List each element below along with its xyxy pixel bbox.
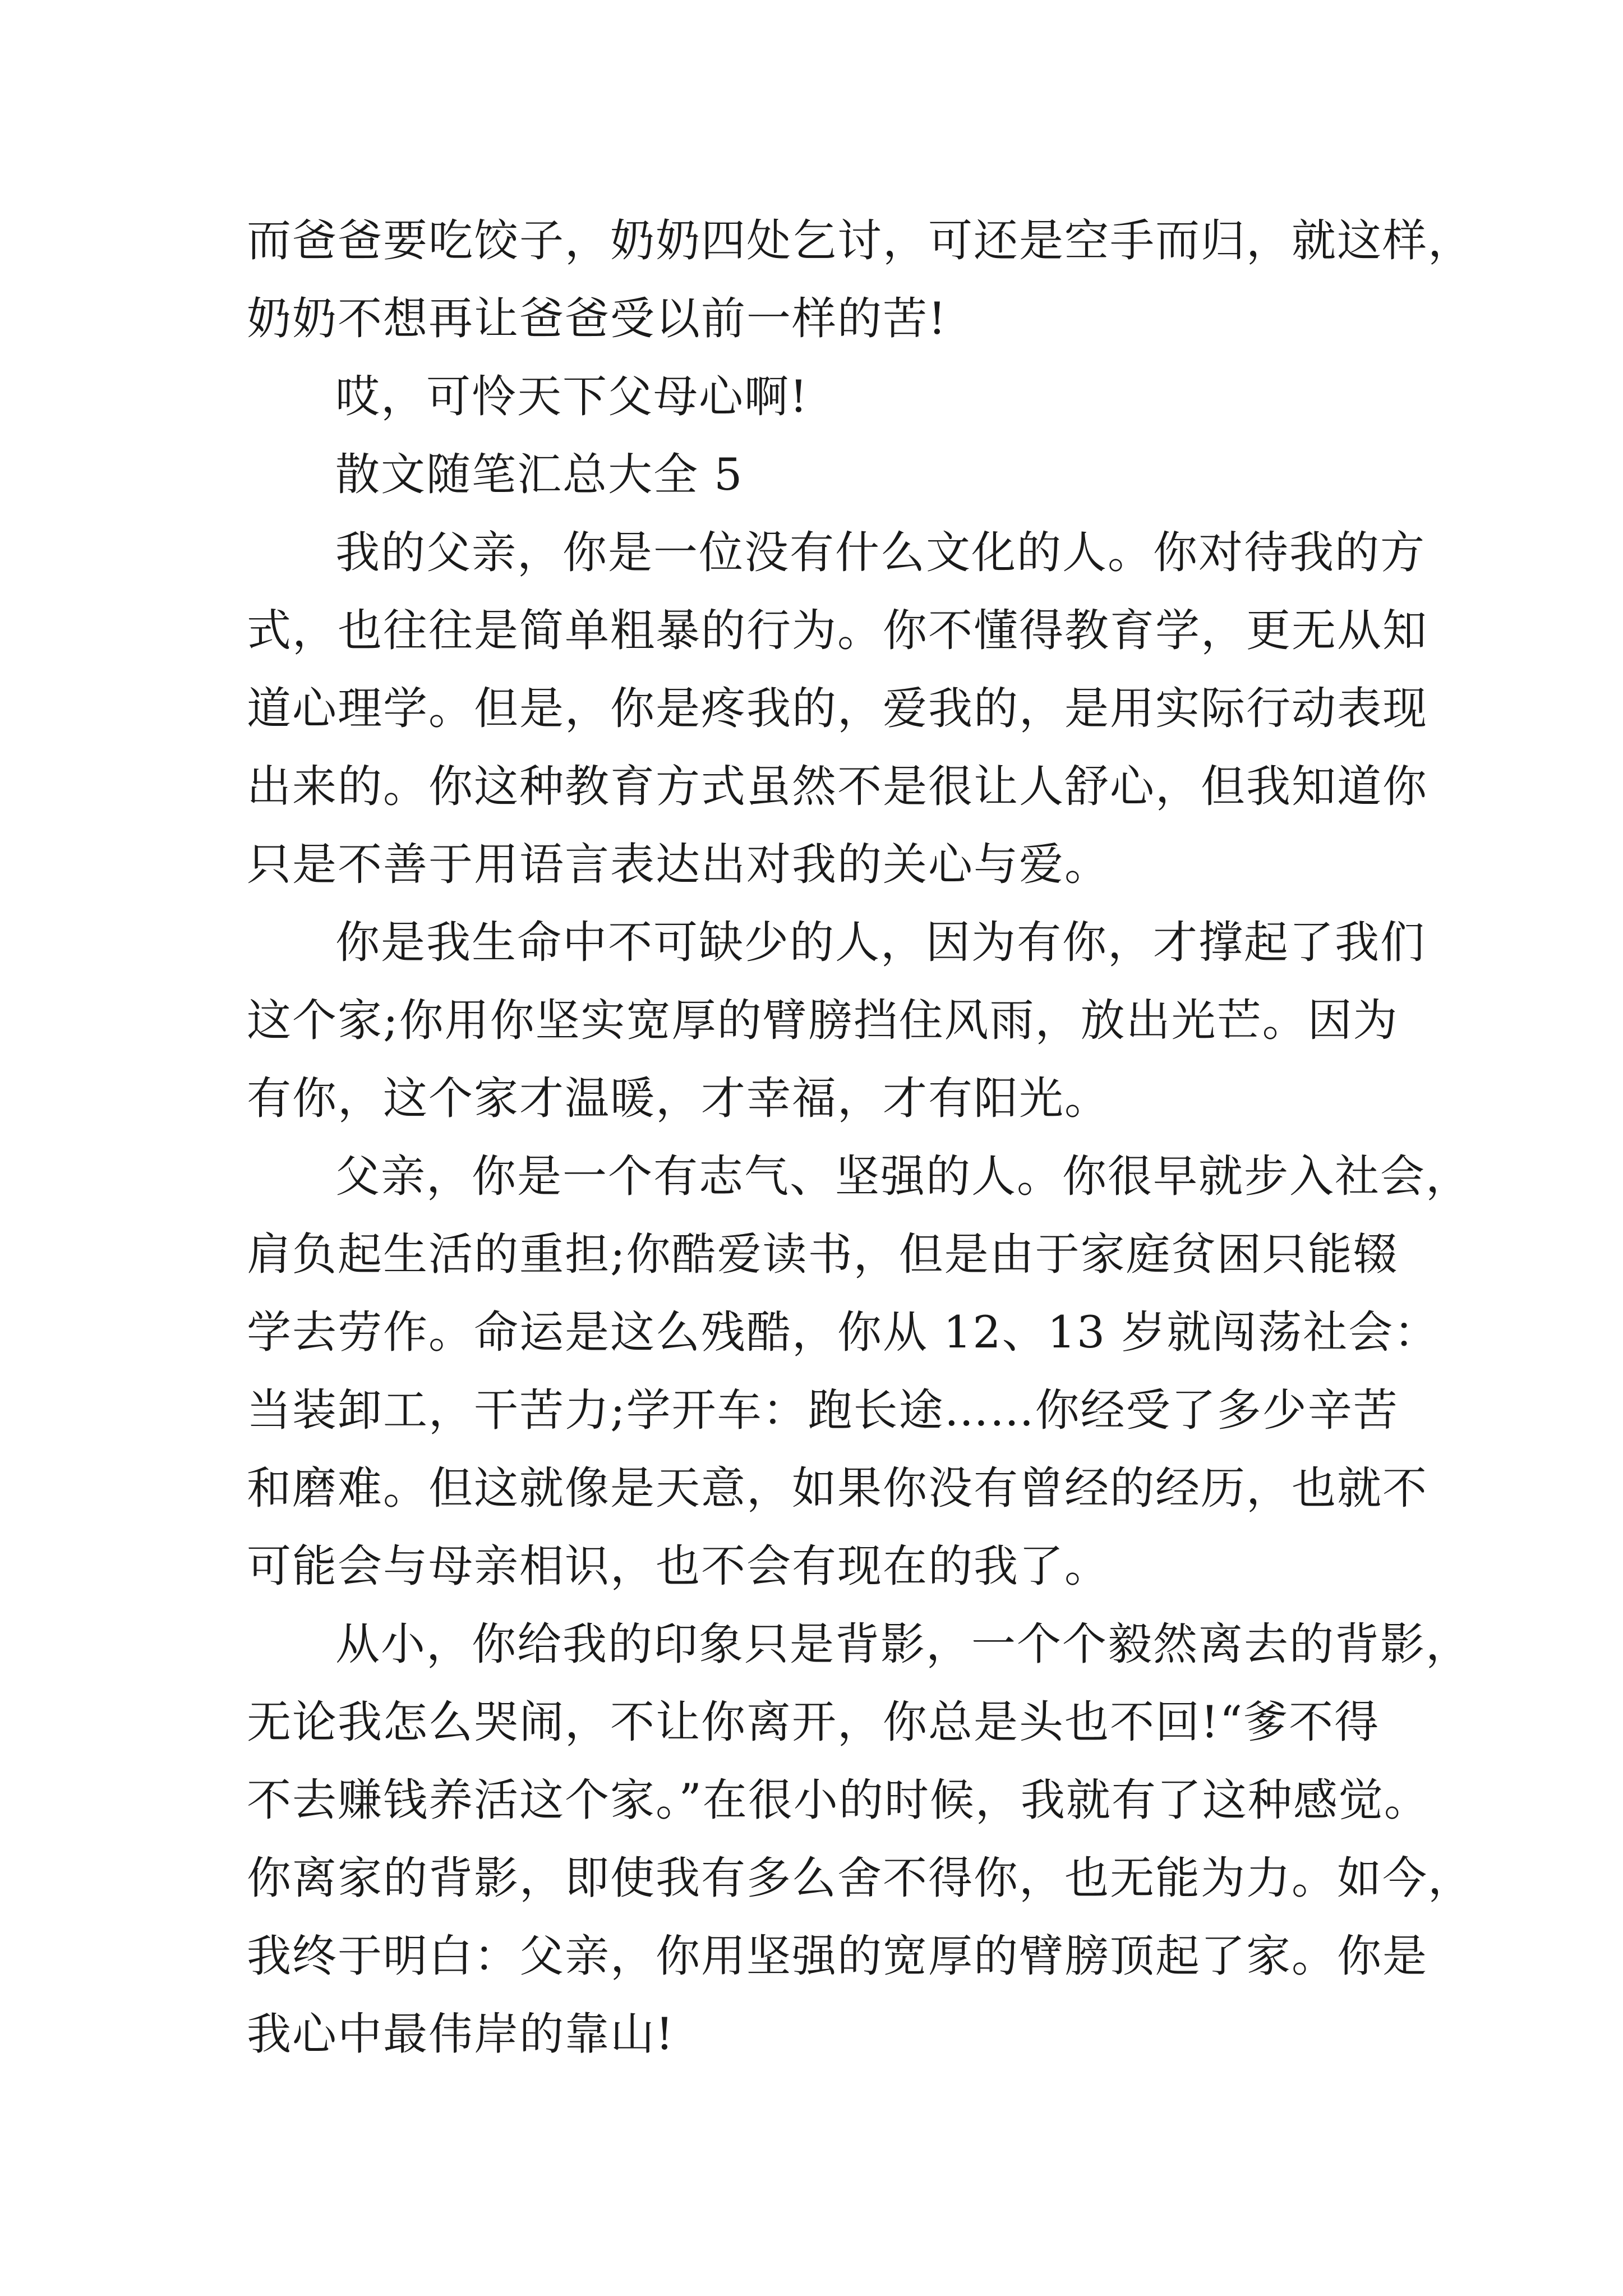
text-line: 可能会与母亲相识，也不会有现在的我了。 xyxy=(247,1540,1110,1592)
text-line: 无论我怎么哭闹，不让你离开，你总是头也不回!“爹不得 xyxy=(247,1696,1380,1748)
text-line: 而爸爸要吃饺子，奶奶四处乞讨，可还是空手而归，就这样， xyxy=(247,215,1473,266)
text-line: 你离家的背影，即使我有多么舍不得你，也无能为力。如今， xyxy=(247,1852,1473,1904)
text-line: 你是我生命中不可缺少的人，因为有你，才撑起了我们 xyxy=(335,917,1426,968)
text-line: 和磨难。但这就像是天意，如果你没有曾经的经历，也就不 xyxy=(247,1462,1428,1514)
text-line: 哎，可怜天下父母心啊! xyxy=(335,371,809,422)
text-line: 我终于明白：父亲，你用坚强的宽厚的臂膀顶起了家。你是 xyxy=(247,1930,1428,1982)
text-line: 肩负起生活的重担;你酷爱读书，但是由于家庭贫困只能辍 xyxy=(247,1228,1399,1280)
text-line: 从小，你给我的印象只是背影，一个个毅然离去的背影， xyxy=(335,1618,1471,1670)
document-body xyxy=(247,202,1473,2073)
text-line: 学去劳作。命运是这么残酷，你从 12、13 岁就闯荡社会： xyxy=(247,1306,1440,1358)
text-line: 道心理学。但是，你是疼我的，爱我的，是用实际行动表现 xyxy=(247,683,1428,734)
text-line: 我心中最伟岸的靠山! xyxy=(247,2008,675,2060)
text-line: 当装卸工，干苦力;学开车：跑长途……你经受了多少辛苦 xyxy=(247,1384,1399,1436)
text-line: 有你，这个家才温暖，才幸福，才有阳光。 xyxy=(247,1073,1110,1124)
text-line: 父亲，你是一个有志气、坚强的人。你很早就步入社会， xyxy=(335,1151,1471,1202)
text-line: 我的父亲，你是一位没有什么文化的人。你对待我的方 xyxy=(335,527,1426,578)
text-line: 只是不善于用语言表达出对我的关心与爱。 xyxy=(247,839,1110,890)
text-line: 不去赚钱养活这个家。”在很小的时候，我就有了这种感觉。 xyxy=(247,1774,1430,1826)
text-line: 这个家;你用你坚实宽厚的臂膀挡住风雨，放出光芒。因为 xyxy=(247,995,1399,1046)
section-heading: 散文随笔汇总大全 5 xyxy=(335,449,744,500)
text-line: 式，也往往是简单粗暴的行为。你不懂得教育学，更无从知 xyxy=(247,605,1428,656)
text-line: 奶奶不想再让爸爸受以前一样的苦! xyxy=(247,293,947,344)
text-line: 出来的。你这种教育方式虽然不是很让人舒心，但我知道你 xyxy=(247,761,1428,812)
